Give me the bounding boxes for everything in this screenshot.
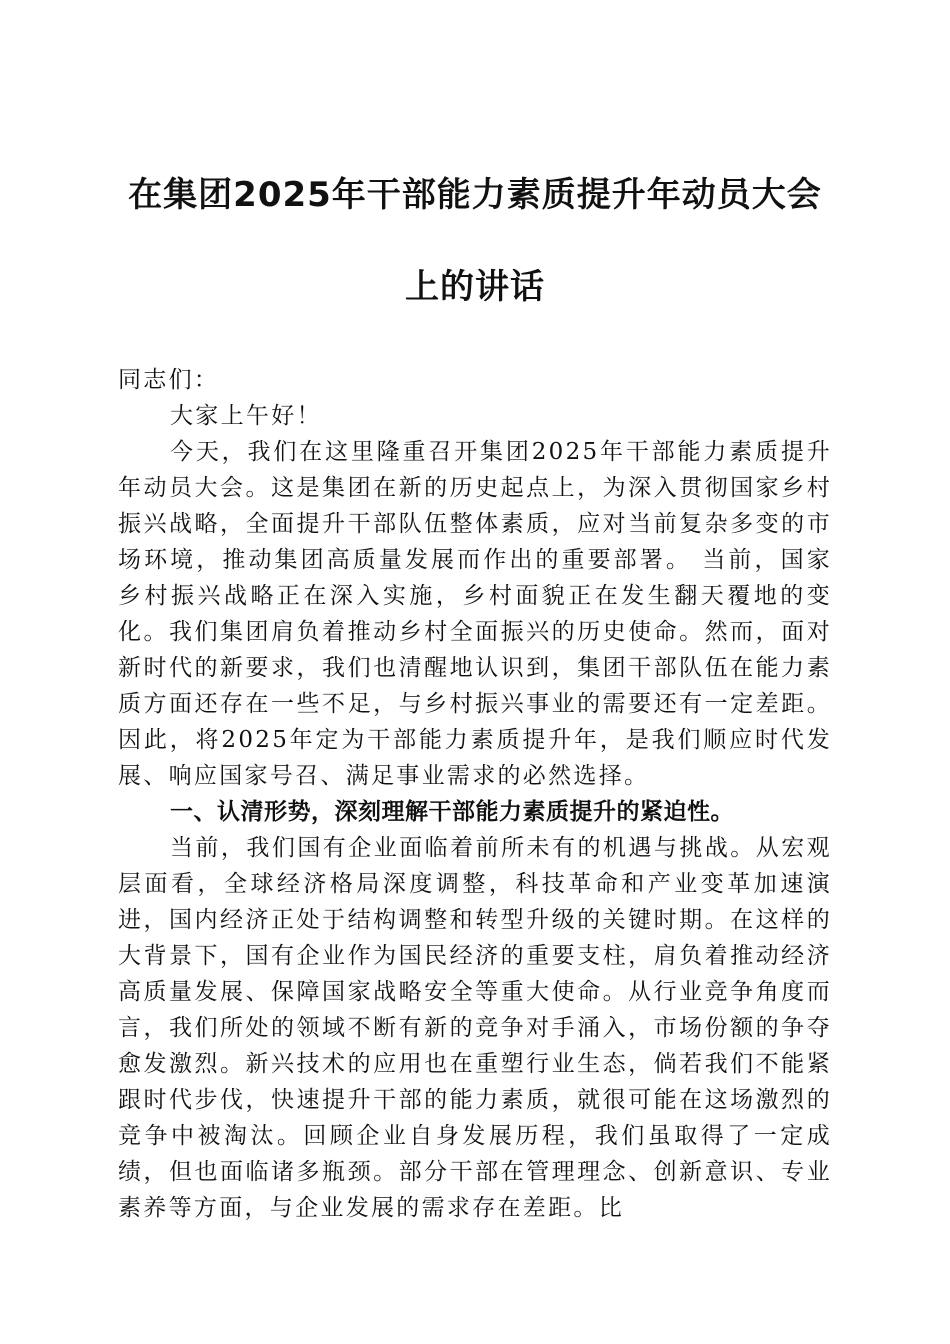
paragraph-situation: 当前，我们国有企业面临着前所未有的机遇与挑战。从宏观层面看，全球经济格局深度调整，科技革命和产业变革加速演进，国内经济正处于结构调整和转型升级的关键时期。在这样的大背景下，国有企业作为国民经济的重要支柱，肩负着推动经济高质量发展、保障国家战略安全等重大使命。从行业竞争角度而言，我们所处的领域不断有新的竞争对手涌入，市场份额的争夺愈发激烈。新兴技术的应用也在重塑行业生态，倘若我们不能紧跟时代步伐，快速提升干部的能力素质，就很可能在这场激烈的竞争中被淘汰。回顾企业自身发展历程，我们虽取得了一定成绩，但也面临诸多瓶颈。部分干部在管理理念、创新意识、专业素养等方面，与企业发展的需求存在差距。比: [118, 835, 832, 1221]
document-title-line-1: 在集团2025年干部能力素质提升年动员大会: [128, 175, 822, 215]
paragraph-opening: 今天，我们在这里隆重召开集团2025年干部能力素质提升年动员大会。这是集团在新的历史起点上，为深入贯彻国家乡村振兴战略，全面提升干部队伍整体素质，应对当前复杂多变的市场环境，推动集团高质量发展而作出的重要部署。 当前，国家乡村振兴战略正在深入实施，乡村面貌正在发生翻天覆地的变化。我们集团肩负着推动乡村全面振兴的历史使命。然而，面对新时代的新要求，我们也清醒地认识到，集团干部队伍在能力素质方面还存在一些不足，与乡村振兴事业的需要还有一定差距。因此，将2025年定为干部能力素质提升年，是我们顺应时代发展、响应国家号召、满足事业需求的必然选择。: [118, 439, 832, 789]
greeting: 大家上午好！: [170, 403, 322, 429]
document-body: [118, 362, 832, 1226]
document-title-line-2: 上的讲话: [405, 267, 545, 307]
section-heading-1: 一、认清形势，深刻理解干部能力素质提升的紧迫性。: [170, 799, 734, 825]
salutation: 同志们：: [118, 367, 220, 393]
